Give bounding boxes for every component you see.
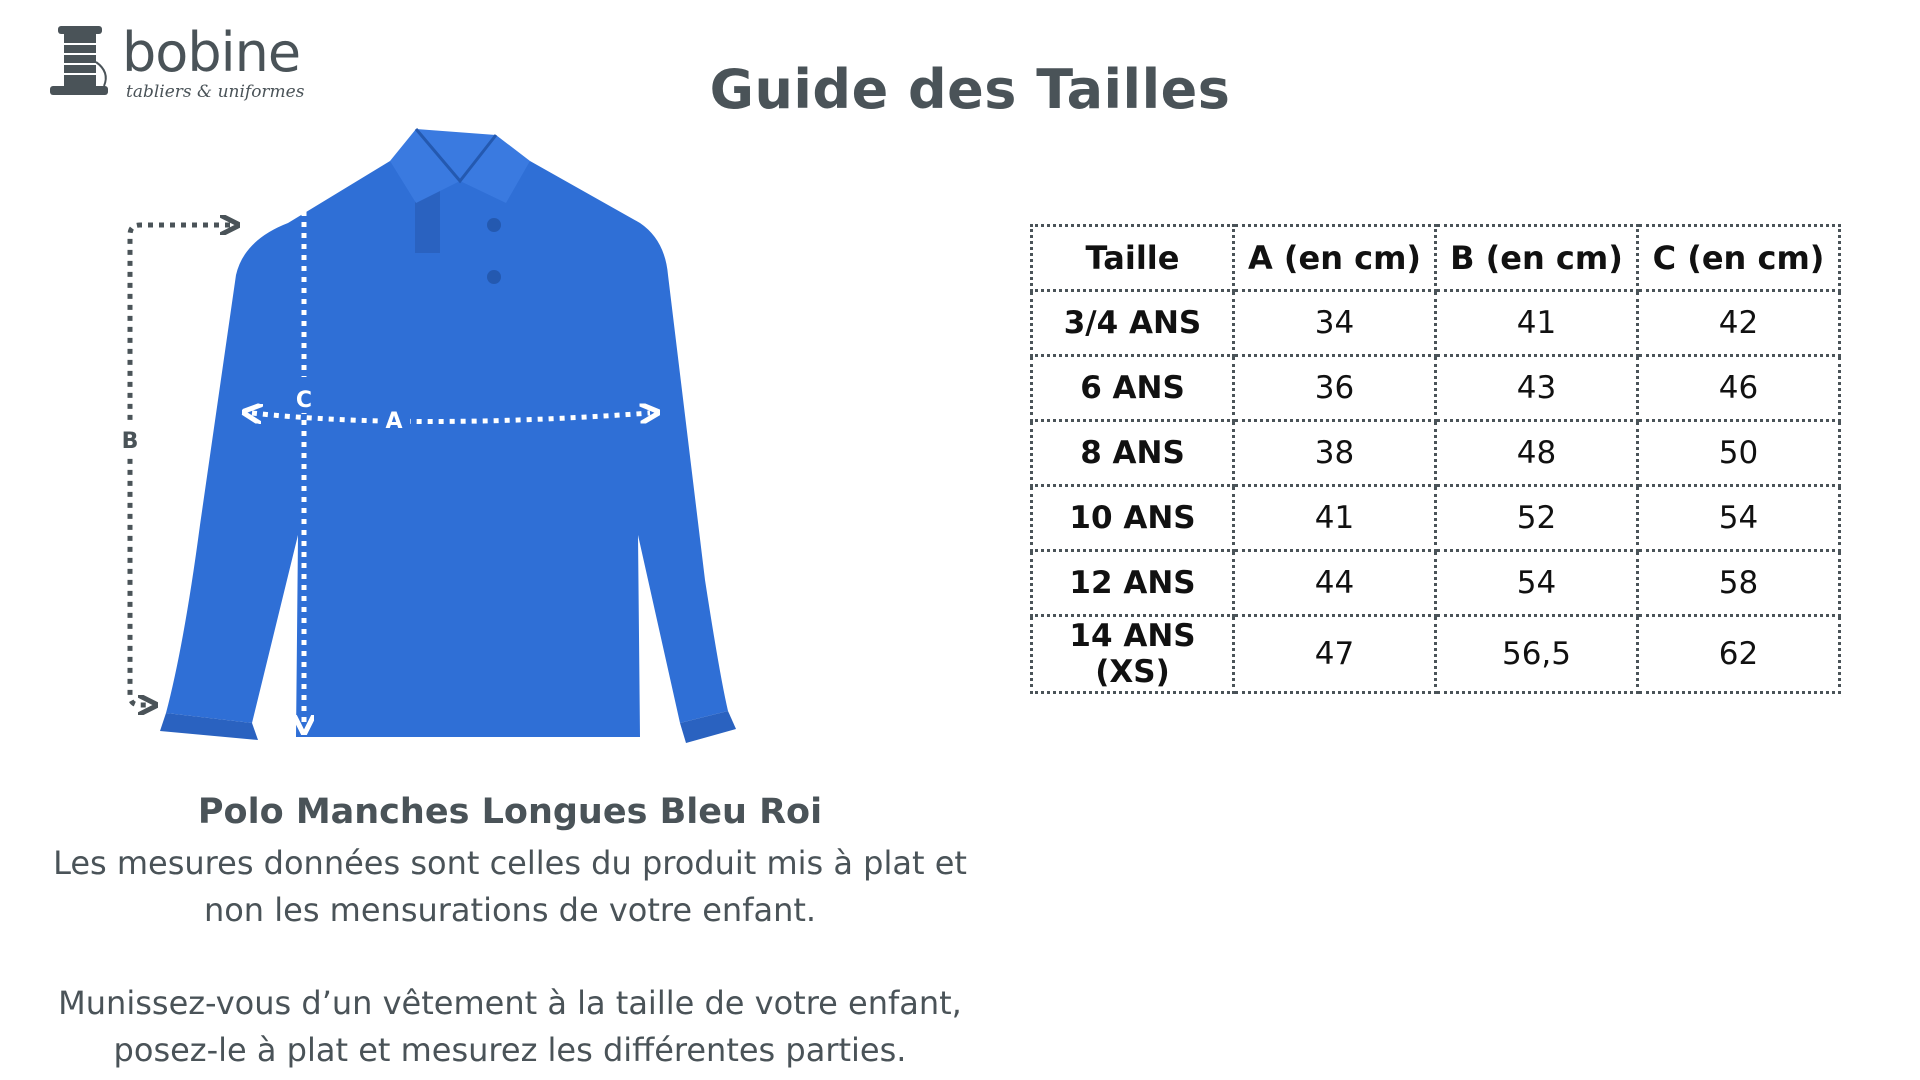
table-row <box>1032 616 1840 693</box>
value-cell: 52 <box>1436 486 1638 551</box>
value-cell: 36 <box>1234 356 1436 421</box>
measure-note <box>30 840 990 934</box>
note-line: posez-le à plat et mesurez les différentes parties. <box>113 1031 907 1069</box>
column-header: A (en cm) <box>1234 226 1436 291</box>
brand-name: bobine <box>122 21 301 84</box>
value-cell: 43 <box>1436 356 1638 421</box>
page-title: Guide des Tailles <box>709 58 1231 122</box>
value-cell: 50 <box>1638 421 1840 486</box>
value-cell: 38 <box>1234 421 1436 486</box>
note-line: Munissez-vous d’un vêtement à la taille de votre enfant, <box>58 984 962 1022</box>
column-header: Taille <box>1032 226 1234 291</box>
value-cell: 34 <box>1234 291 1436 356</box>
brand-logo <box>48 22 308 104</box>
value-cell: 54 <box>1638 486 1840 551</box>
size-cell: 8 ANS <box>1032 421 1234 486</box>
value-cell: 54 <box>1436 551 1638 616</box>
product-name: Polo Manches Longues Bleu Roi <box>197 792 823 832</box>
polo-diagram <box>120 125 840 765</box>
value-cell: 44 <box>1234 551 1436 616</box>
value-cell: 47 <box>1234 616 1436 693</box>
measure-b-label: B <box>121 429 139 454</box>
table-row <box>1032 421 1840 486</box>
table-row <box>1032 551 1840 616</box>
measure-a-label: A <box>385 409 403 434</box>
size-cell: 3/4 ANS <box>1032 291 1234 356</box>
size-table <box>1030 224 1841 694</box>
value-cell: 42 <box>1638 291 1840 356</box>
spool-icon <box>48 22 118 102</box>
table-row <box>1032 486 1840 551</box>
value-cell: 41 <box>1234 486 1436 551</box>
size-cell: 14 ANS (XS) <box>1032 616 1234 693</box>
value-cell: 46 <box>1638 356 1840 421</box>
value-cell: 48 <box>1436 421 1638 486</box>
table-header-row <box>1032 226 1840 291</box>
note-line: Les mesures données sont celles du produit mis à plat et <box>53 844 967 882</box>
size-cell: 6 ANS <box>1032 356 1234 421</box>
brand-tagline: tabliers & uniformes <box>126 82 305 102</box>
value-cell: 58 <box>1638 551 1840 616</box>
size-cell: 10 ANS <box>1032 486 1234 551</box>
column-header: B (en cm) <box>1436 226 1638 291</box>
polo-shirt <box>160 129 736 743</box>
value-cell: 56,5 <box>1436 616 1638 693</box>
measure-instructions <box>30 980 990 1074</box>
size-cell: 12 ANS <box>1032 551 1234 616</box>
column-header: C (en cm) <box>1638 226 1840 291</box>
table-row <box>1032 291 1840 356</box>
note-line: non les mensurations de votre enfant. <box>203 891 817 929</box>
value-cell: 41 <box>1436 291 1638 356</box>
value-cell: 62 <box>1638 616 1840 693</box>
table-row <box>1032 356 1840 421</box>
measure-c-label: C <box>295 388 313 413</box>
